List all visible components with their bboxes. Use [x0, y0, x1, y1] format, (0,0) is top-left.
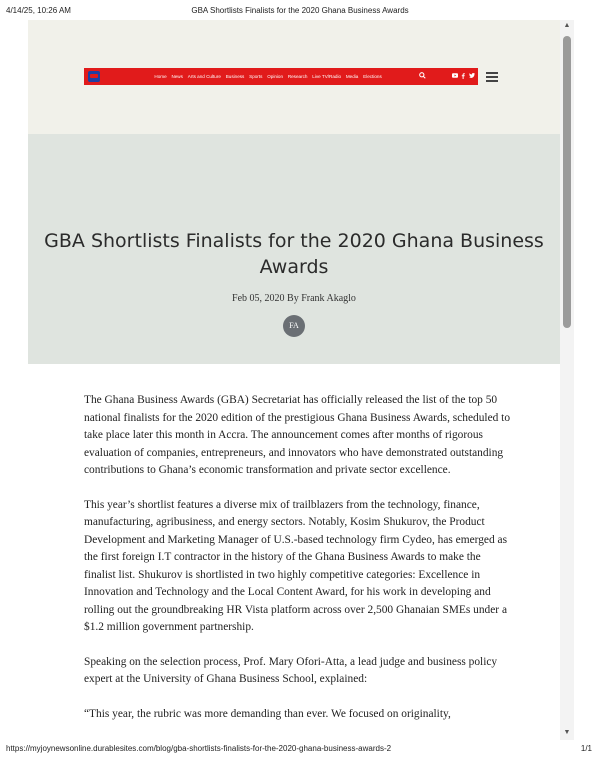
print-header [0, 0, 600, 20]
search-icon[interactable] [419, 72, 427, 80]
twitter-icon[interactable] [469, 73, 475, 80]
article-title: GBA Shortlists Finalists for the 2020 Ghana Business Awards [44, 230, 544, 278]
nav-link-media[interactable]: Media [345, 74, 359, 79]
nav-link-arts-and-culture[interactable]: Arts and Culture [187, 74, 221, 79]
nav-link-research[interactable]: Research [287, 74, 308, 79]
scrollbar-thumb[interactable] [563, 36, 571, 328]
article-paragraph: The Ghana Business Awards (GBA) Secretariat has officially released the list of the top 50 national finalists for the 2020 edition of the prestigious Ghana Business Awards, scheduled to take place later this month in Accra. The announcement comes after months of rigorous evaluation of companies, entrepreneurs, and innovators who have demonstrated outstanding contributions to Ghana’s economic transformation and private sector excellence. [84, 394, 511, 476]
youtube-icon[interactable] [452, 73, 458, 80]
nav-links [152, 68, 384, 85]
article-paragraph: “This year, the rubric was more demanding than ever. We focused on originality, [84, 707, 451, 720]
nav-link-sports[interactable]: Sports [249, 74, 263, 79]
scroll-up-arrow-icon[interactable]: ▲ [563, 22, 571, 29]
article-paragraph: This year’s shortlist features a diverse mix of trailblazers from the technology, finance, manufacturing, agribusiness, and energy sectors. Notably, Kosim Shukurov, the Product Development and Marketing Manager of U.S.-based technology firm Cydeo, has emerged as the first foreign I.T contractor in the history of the Ghana Business Awards to make the finalist list. Shukurov is shortlisted in two highly competitive categories: Excellence in Innovation and Technology and the Local Content Award, for his work in developing and rolling out the groundbreaking HR Vista platform across over 2,500 Ghanaian SMEs under a $1.2 million government partnership. [84, 498, 508, 633]
article-body [84, 392, 512, 740]
nav-link-live-tv-radio[interactable]: Live TV/Radio [312, 74, 342, 79]
hamburger-menu-icon[interactable] [486, 72, 498, 82]
article-meta: Feb 05, 2020 By Frank Akaglo [232, 293, 356, 304]
navigation-bar [84, 68, 478, 85]
print-title: GBA Shortlists Finalists for the 2020 Ghana Business Awards [191, 6, 409, 15]
facebook-icon[interactable] [461, 73, 465, 80]
nav-link-elections[interactable]: Elections [363, 74, 382, 79]
nav-link-business[interactable]: Business [225, 74, 245, 79]
nav-link-home[interactable]: Home [154, 74, 167, 79]
print-page-number: 1/1 [580, 744, 592, 753]
print-datetime: 4/14/25, 10:26 AM [6, 6, 71, 15]
print-footer [0, 740, 600, 760]
scroll-down-arrow-icon[interactable]: ▼ [563, 729, 571, 736]
article-paragraph: Speaking on the selection process, Prof. Mary Ofori-Atta, a lead judge and business policy expert at the University of Ghana Business School, explained: [84, 655, 498, 685]
print-url: https://myjoynewsonline.durablesites.com/blog/gba-shortlists-finalists-for-the-2020-ghana-business-awards-2 [6, 744, 392, 753]
author-avatar[interactable]: FA [283, 315, 305, 337]
nav-link-news[interactable]: News [171, 74, 183, 79]
nav-link-opinion[interactable]: Opinion [267, 74, 284, 79]
site-logo[interactable] [88, 71, 100, 82]
